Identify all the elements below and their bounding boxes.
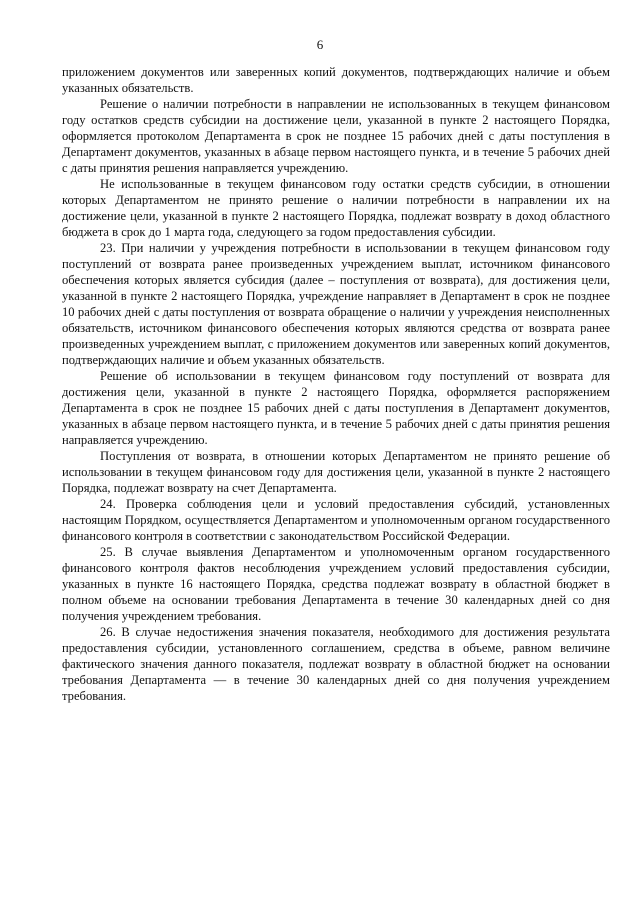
document-body [62, 64, 610, 704]
paragraph: Решение об использовании в текущем финансовом году поступлений от возврата для достижения цели, указанной в пункте 2 настоящего Порядка, оформляется распоряжением Департамента в срок не позднее 15 рабочих дней с даты поступления в Департамент документов, указанных в абзаце первом настоящего пункта, и в течение 5 рабочих дней с даты принятия решения направляется учреждению. [62, 369, 610, 447]
paragraph: Не использованные в текущем финансовом году остатки средств субсидии, в отношении которых Департаментом не принято решение о наличии потребности в направлении их на достижение цели, указанной в пункте 2 настоящего Порядка, подлежат возврату в доход областного бюджета в срок до 1 марта года, следующего за годом предоставления субсидии. [62, 177, 610, 239]
paragraph: Решение о наличии потребности в направлении не использованных в текущем финансовом году остатков средств субсидии на достижение цели, указанной в пункте 2 настоящего Порядка, оформляется протоколом Департамента в срок не позднее 15 рабочих дней с даты поступления в Департамент документов, указанных в абзаце первом настоящего пункта, и в течение 5 рабочих дней с даты принятия решения направляется учреждению. [62, 97, 610, 175]
paragraph: Поступления от возврата, в отношении которых Департаментом не принято решение об использовании в текущем финансовом году для достижения цели, указанной в пункте 2 настоящего Порядка, подлежат возврату на счет Департамента. [62, 449, 610, 495]
paragraph-item-26: 26. В случае недостижения значения показателя, необходимого для достижения результата предоставления субсидии, установленного соглашением, средства в объеме, равном величине фактического значения данного показателя, подлежат возврату в областной бюджет на основании требования Департамента — в течение 30 календарных дней со дня получения учреждением требования. [62, 625, 610, 703]
paragraph-item-24: 24. Проверка соблюдения цели и условий предоставления субсидий, установленных настоящим Порядком, осуществляется Департаментом и уполномоченным органом государственного финансового контроля в соответствии с законодательством Российской Федерации. [62, 497, 610, 543]
paragraph-item-23: 23. При наличии у учреждения потребности в использовании в текущем финансовом году поступлений от возврата ранее произведенных учреждением выплат, источником финансового обеспечения которых является субсидия (далее – поступления от возврата), для достижения цели, указанной в пункте 2 настоящего Порядка, учреждение направляет в Департамент в срок не позднее 10 рабочих дней с даты поступления от возврата обращение о наличии у учреждения неисполненных обязательств, источником финансового обеспечения которых являются средства от возврата ранее произведенных учреждением выплат, с приложением документов или заверенных копий документов, подтверждающих наличие и объем указанных обязательств. [62, 241, 610, 367]
paragraph-item-25: 25. В случае выявления Департаментом и уполномоченным органом государственного финансового контроля фактов несоблюдения учреждением условий предоставления субсидии, указанных в пункте 16 настоящего Порядка, средства подлежат возврату в областной бюджет в полном объеме на основании требования Департамента в течение 30 календарных дней со дня получения учреждением требования. [62, 545, 610, 623]
page-number: 6 [316, 37, 324, 52]
paragraph-continuation: приложением документов или заверенных копий документов, подтверждающих наличие и объем указанных обязательств. [62, 65, 610, 95]
